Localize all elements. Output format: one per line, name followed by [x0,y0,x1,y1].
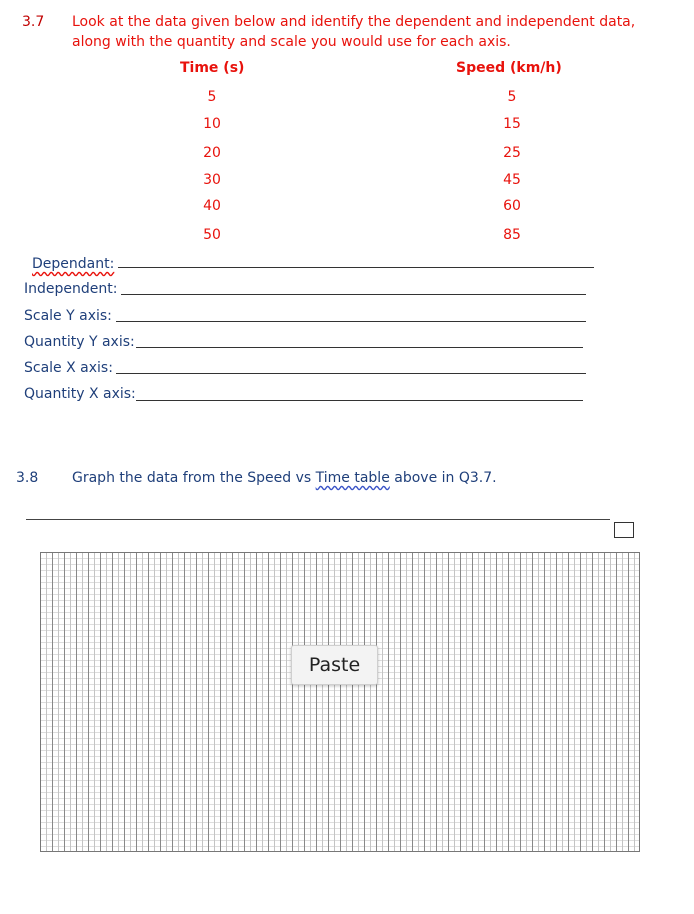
time-value: 30 [203,172,221,188]
question-text-line-2: along with the quantity and scale you would use for each axis. [72,34,511,50]
independent-label: Independent: [24,281,118,297]
checkbox[interactable] [614,522,634,538]
section-divider [26,519,610,520]
paste-button[interactable]: Paste [291,645,378,685]
question-text-line-1: Look at the data given below and identify the dependent and independent data, [72,14,636,30]
time-value: 5 [207,89,217,105]
quantity-y-answer-line[interactable] [136,347,583,348]
graph-paper-grid[interactable] [40,552,640,852]
scale-x-label: Scale X axis: [24,360,113,376]
dependant-label: Dependant: [32,256,115,272]
speed-column-header: Speed (km/h) [456,60,562,76]
quantity-x-label: Quantity X axis: [24,386,136,402]
dependant-answer-line[interactable] [118,267,594,268]
speed-value: 60 [503,198,521,214]
independent-answer-line[interactable] [121,294,586,295]
time-value: 40 [203,198,221,214]
scale-y-answer-line[interactable] [116,321,586,322]
speed-value: 85 [503,227,521,243]
question-number-3-7: 3.7 [22,14,45,30]
speed-value: 45 [503,172,521,188]
time-table-link-text: Time table [315,470,390,486]
scale-y-label: Scale Y axis: [24,308,112,324]
time-column-header: Time (s) [180,60,245,76]
speed-value: 5 [507,89,517,105]
time-value: 50 [203,227,221,243]
question-number-3-8: 3.8 [16,470,39,486]
quantity-x-answer-line[interactable] [136,400,583,401]
question-text-3-8: Graph the data from the Speed vs Time table above in Q3.7. [72,470,497,486]
scale-x-answer-line[interactable] [116,373,586,374]
time-value: 10 [203,116,221,132]
time-value: 20 [203,145,221,161]
speed-value: 15 [503,116,521,132]
quantity-y-label: Quantity Y axis: [24,334,135,350]
speed-value: 25 [503,145,521,161]
